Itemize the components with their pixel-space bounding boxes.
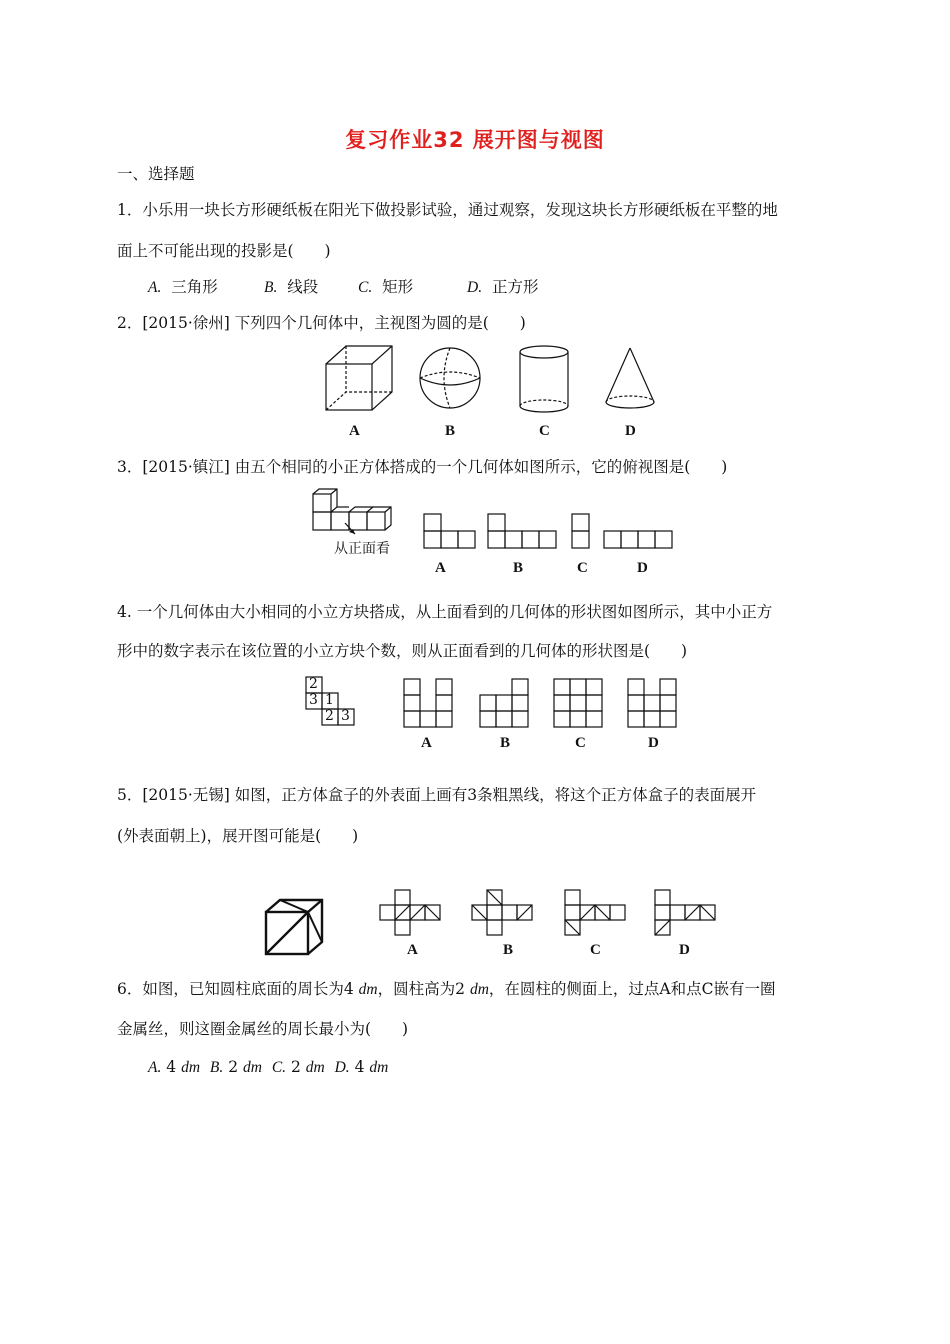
option-letter: A. bbox=[148, 1059, 162, 1076]
q2-text: 2．[2015·徐州] 下列四个几何体中，主视图为圆的是( ) bbox=[117, 314, 526, 332]
q1-option-a bbox=[148, 277, 218, 298]
thick-line bbox=[280, 900, 308, 912]
q5-text-line2: (外表面朝上)，展开图可能是( ) bbox=[117, 827, 359, 845]
q3-label-c: C bbox=[577, 560, 588, 576]
q2-label-b: B bbox=[445, 423, 456, 439]
section-heading: 一、选择题 bbox=[117, 165, 195, 183]
q5-nets-figure bbox=[375, 888, 735, 942]
q4-label-d: D bbox=[648, 735, 659, 751]
q2-label-d: D bbox=[625, 423, 636, 439]
page-title: 复习作业32 展开图与视图 bbox=[345, 128, 605, 152]
cube-solid bbox=[326, 346, 392, 410]
q5-text-line1: 5．[2015·无锡] 如图，正方体盒子的外表面上画有3条粗黑线，将这个正方体盒子的表面展开 bbox=[117, 786, 757, 804]
q4-option-d-grid bbox=[628, 679, 676, 727]
q3-text: 3．[2015·镇江] 由五个相同的小正方体搭成的一个几何体如图所示，它的俯视图是( ) bbox=[117, 458, 728, 476]
option-text: 正方形 bbox=[491, 278, 539, 296]
q6-text-part: ，在圆柱的侧面上，过点A和点C嵌有一圈 bbox=[488, 980, 776, 998]
q5-net-d bbox=[655, 890, 715, 935]
option-letter: C. bbox=[358, 279, 373, 296]
unit-dm: dm bbox=[243, 1059, 262, 1076]
q3-view-label: 从正面看 bbox=[334, 541, 390, 557]
option-letter: B. bbox=[264, 279, 278, 296]
q1-text-line1: 1．小乐用一块长方形硬纸板在阳光下做投影试验，通过观察，发现这块长方形硬纸板在平整的地 bbox=[117, 201, 778, 219]
sphere-solid bbox=[420, 348, 480, 408]
q6-text-part: 6．如图，已知圆柱底面的周长为4 bbox=[117, 980, 354, 998]
q4-label-b: B bbox=[500, 735, 511, 751]
thick-line bbox=[266, 912, 308, 954]
q1-text-line2: 面上不可能出现的投影是( ) bbox=[117, 242, 331, 260]
q4-label-c: C bbox=[575, 735, 586, 751]
q4-options-figure bbox=[400, 678, 690, 730]
q5-label-d: D bbox=[679, 942, 690, 958]
q3-option-a-grid bbox=[424, 514, 475, 548]
cylinder-solid bbox=[520, 346, 568, 412]
grid-number: 3 bbox=[309, 692, 318, 708]
q3-option-d-grid bbox=[604, 531, 672, 548]
q5-label-b: B bbox=[503, 942, 514, 958]
cone-solid bbox=[606, 348, 654, 408]
q3-label-b: B bbox=[513, 560, 524, 576]
option-text: 三角形 bbox=[171, 278, 218, 296]
q3-options-figure bbox=[420, 512, 680, 552]
option-letter: B. bbox=[209, 1059, 224, 1076]
option-letter: A. bbox=[148, 279, 162, 296]
grid-number: 3 bbox=[341, 708, 350, 724]
q3-option-c-grid bbox=[572, 514, 589, 548]
q2-label-c: C bbox=[539, 423, 550, 439]
q5-cube-figure bbox=[262, 898, 332, 958]
option-letter: C. bbox=[271, 1059, 287, 1076]
q2-label-a: A bbox=[349, 423, 360, 439]
grid-number: 2 bbox=[309, 676, 318, 692]
option-text: 矩形 bbox=[382, 278, 414, 296]
option-value: 2 bbox=[290, 1058, 301, 1076]
unit-dm: dm bbox=[305, 1059, 325, 1076]
option-value: 4 bbox=[166, 1058, 177, 1076]
q3-label-d: D bbox=[637, 560, 648, 576]
q1-option-c bbox=[358, 277, 413, 298]
unit-dm: dm bbox=[181, 1059, 201, 1076]
q4-option-c-grid bbox=[554, 679, 602, 727]
q5-net-a bbox=[380, 890, 440, 935]
unit-dm: dm bbox=[369, 1059, 389, 1076]
q6-text-line1 bbox=[117, 979, 775, 1000]
q6-text-part: ，圆柱高为2 bbox=[377, 980, 465, 998]
q5-net-b bbox=[472, 890, 532, 935]
q4-text-line1: 4. 一个几何体由大小相同的小立方块搭成，从上面看到的几何体的形状图如图所示，其中小正方 bbox=[117, 603, 773, 621]
option-value: 4 bbox=[354, 1058, 365, 1076]
thick-line bbox=[308, 912, 322, 942]
q3-option-b-grid bbox=[488, 514, 556, 548]
q4-label-a: A bbox=[421, 735, 432, 751]
q6-options bbox=[148, 1057, 388, 1078]
q5-label-c: C bbox=[590, 942, 601, 958]
q5-label-a: A bbox=[407, 942, 418, 958]
grid-number: 2 bbox=[325, 708, 334, 724]
q1-option-b bbox=[264, 277, 318, 298]
option-value: 2 bbox=[228, 1058, 239, 1076]
q3-solid-figure bbox=[305, 487, 400, 537]
unit-dm: dm bbox=[358, 981, 378, 998]
stacked-cubes bbox=[313, 489, 391, 530]
q1-option-d bbox=[467, 277, 538, 298]
unit-dm: dm bbox=[469, 981, 489, 998]
q4-option-b-grid bbox=[480, 679, 528, 727]
grid-number: 1 bbox=[325, 692, 334, 708]
q5-net-c bbox=[565, 890, 625, 935]
option-letter: D. bbox=[467, 279, 483, 296]
q4-text-line2: 形中的数字表示在该位置的小立方块个数，则从正面看到的几何体的形状图是( ) bbox=[117, 642, 688, 660]
option-letter: D. bbox=[334, 1059, 350, 1076]
q4-option-a-grid bbox=[404, 679, 452, 727]
q2-solids-figure bbox=[320, 344, 680, 420]
q6-text-line2: 金属丝，则这圈金属丝的周长最小为( ) bbox=[117, 1020, 409, 1038]
q3-label-a: A bbox=[435, 560, 446, 576]
option-text: 线段 bbox=[287, 278, 319, 296]
